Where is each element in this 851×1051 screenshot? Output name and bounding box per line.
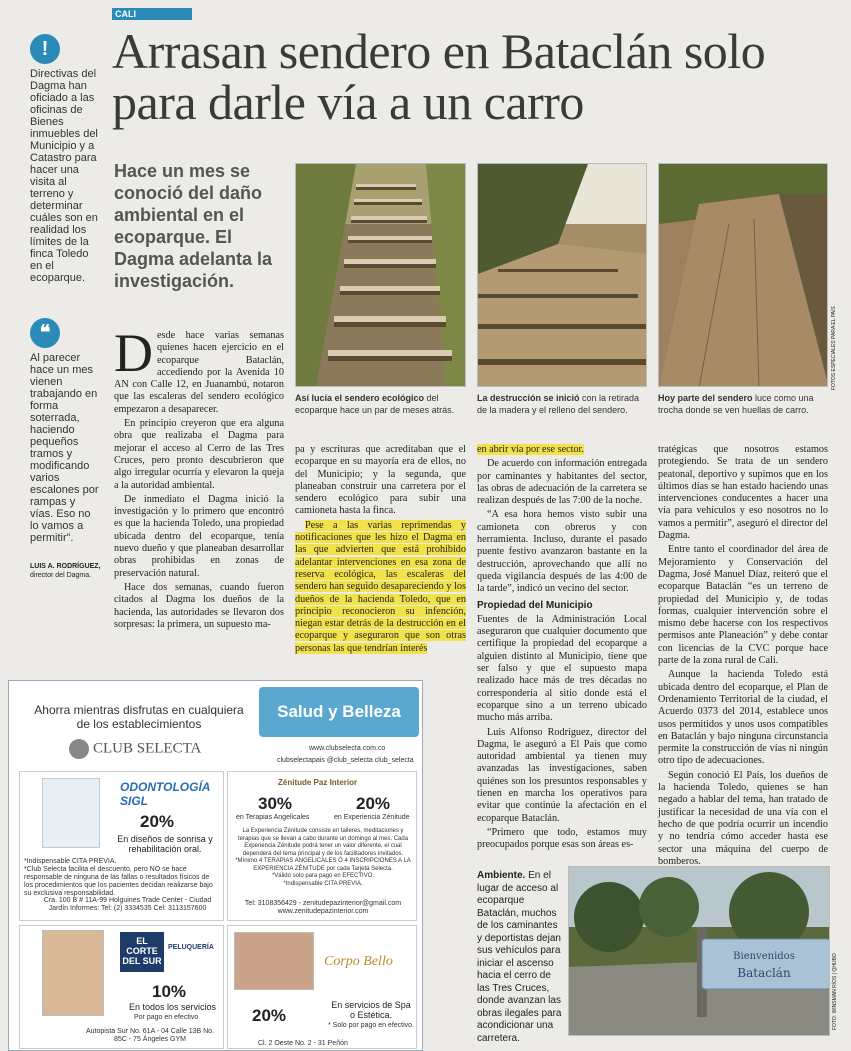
sigl-logo: ODONTOLOGÍA SIGL bbox=[120, 780, 210, 808]
offer-1-address: Cra. 100 B # 11A-99 Holguines Trade Center - Ciudad Jardín Informes: Tel: (2) 3334535 Cel: 3113157600 bbox=[43, 897, 212, 912]
article-column-2: pa y escrituras que acreditaban que el ecoparque en su mayoría era de ellos, no del Municipio; y la segunda, que planeaban construir una carretera por el sendero ecológico para subir una camioneta hasta la finca. Pese a las varias reprimendas y notificaciones que les hizo el Dagma en las que advierten que está prohibido adelantar intervenciones en esa zona de reserva ecológica, las escaleras del sendero han seguido desapareciendo y los dueños de la hacienda Toledo, que en principio reconocieron su infención, niegan estar detrás de la destrucción en el ecoparque y aseguraron que son otras personas las que tendrían interés bbox=[295, 444, 466, 654]
offer-3-note: Por pago en efectivo bbox=[134, 1014, 199, 1021]
offer-1-desc: En diseños de sonrisa y rehabilitación oral. bbox=[117, 834, 213, 854]
quote-icon: ❝ bbox=[30, 318, 60, 348]
ambiente-caption: Ambiente. En el lugar de acceso al ecoparque Bataclán, muchos de los caminantes y deportistas dejan sus vehículos para iniciar el ascenso hacia el cerro de las Tres Cruces, donde avanzan las obras ilegales para acondicionar una carretera. bbox=[477, 870, 562, 1044]
club-selecta-ad bbox=[8, 680, 423, 1051]
entrance-photo-credit: FOTO: WINSMAN RÍOS | QHUBO bbox=[832, 953, 838, 1030]
offer-2-desc-2: en Experiencia Zénitude bbox=[334, 814, 410, 821]
ad-intro: Ahorra mientras disfrutas en cualquiera de los establecimientos bbox=[34, 703, 244, 731]
drop-cap: D bbox=[114, 323, 153, 383]
offer-2-desc-1: en Terapias Angelicales bbox=[236, 814, 310, 821]
subheadline: Hace un mes se conoció del daño ambiental en el ecoparque. El Dagma adelanta la investigación. bbox=[114, 161, 273, 291]
offer-3-address: Autopista Sur No. 61A - 04 Calle 13B No. 85C - 75 Ángeles GYM bbox=[85, 1028, 215, 1043]
offer-1-percent: 20% bbox=[140, 812, 175, 831]
spa-photo bbox=[234, 932, 314, 990]
photo-entrance bbox=[568, 866, 830, 1036]
club-logo-icon bbox=[69, 739, 89, 759]
sign-text-2: Bataclán bbox=[737, 966, 791, 980]
offer-2-percent-1: 30% bbox=[258, 794, 293, 813]
offer-1-fine-print: *Indispensable CITA PREVIA. *Club Selecta facilita el descuento, pero NO se hace responsable de ninguna de las fallas o resultados físicos de los procedimientos que los pacientes decidan realizarse bajo su exclusiva responsabilidad. bbox=[24, 858, 213, 897]
alert-icon: ! bbox=[30, 34, 60, 64]
headline: Arrasan sendero en Bataclán solo para darle vía a un carro bbox=[112, 23, 766, 130]
photo-credit: FOTOS ESPECIALES PARA EL PAÍS bbox=[831, 306, 837, 390]
offer-4-desc: En servicios de Spa o Estética. bbox=[331, 1000, 411, 1020]
offer-zenitude bbox=[227, 771, 417, 921]
quote-author-role: director del Dagma. bbox=[30, 572, 92, 579]
caption-3: Hoy parte del sendero luce como una trocha donde se ven huellas de carro. bbox=[658, 393, 814, 415]
ad-social: clubselectapais @club_selecta club_selecta bbox=[277, 757, 414, 764]
article-column-3: en abrir vía por ese sector. De acuerdo con información entregada por caminantes y habitantes del sector, las obras de adecuación de la carretera se realizan después de las 7:00 de la noche. “A esa hora hemos visto subir una camioneta con obreros y con herramienta. Incluso, durante el pasado puente festivo avanzaron bastante en la destrucción, aprovechando que allí no queda vigilancia después de las 4:00 de la tarde”, indicó un vecino del sector. Propiedad del Municipio Fuentes de la Administración Local aseguraron que cualquier documento que certifique la propiedad del ecoparque a alguien distinto al Municipio, tiene que ser falso y que el supuesto mapa realizado hace más de tres décadas no correspondería al sitio donde está el ecoparque sino a un terreno ubicado mucho más arriba. Luis Alfonso Rodríguez, director del Dagma, le aseguró a El País que como autoridad ambiental ya tienen muy avanzadas las investigaciones, saben quiénes son los presuntos responsables y tienen en marcha los operativos para evitar que continúe la afectación en el ecoparque Bataclán. “Primero que todo, estamos muy preocupados porque esas son áreas es- bbox=[477, 444, 647, 851]
offer-4-address: Cl. 2 Oeste No. 2 - 31 Peñón bbox=[258, 1040, 348, 1047]
ad-banner: Salud y Belleza bbox=[259, 687, 419, 737]
section-tag: CALI bbox=[112, 8, 192, 20]
offer-4-percent: 20% bbox=[252, 1006, 287, 1025]
photo-stairs-before bbox=[295, 163, 466, 387]
offer-4-note: * Solo por pago en efectivo. bbox=[328, 1022, 415, 1029]
caption-2: La destrucción se inició con la retirada de la madera y el relleno del sendero. bbox=[477, 393, 640, 415]
quote-author: LUIS A. RODRÍGUEZ, bbox=[30, 563, 101, 570]
model-photo bbox=[42, 930, 104, 1016]
ad-url[interactable]: www.clubselecta.com.co bbox=[309, 745, 386, 752]
article-column-1: Desde hace varias semanas quienes hacen ejercicio en el ecoparque Bataclán, accediendo por la Avenida 10 AN con Calle 12, en Juanambú, notaron que las escaleras del sendero ecológico empezaron a desaparecer. En principio creyeron que era alguna obra que realizaba el Dagma para mejorar el acceso al Cerro de las Tres Cruces, pero pronto descubrieron que algo irregular ocurría y elevaron la queja a la autoridad ambiental. De inmediato el Dagma inició la investigación y lo primero que encontró es que la hacienda Toledo, una propiedad ubicada dentro del ecoparque, tenía nuevo dueño y que planeaban desarrollar obras prohibidas en zonas de preservación natural. Hace dos semanas, cuando fueron citados al Dagma los dueños de la hacienda, las autoridades se llevaron dos sorpresas: la primera, un supuesto ma- bbox=[114, 323, 284, 630]
sidebar-note: Directivas del Dagma han oficiado a las oficinas de Bienes inmuebles del Municipio y a Catastro para hacer una visita al terreno y determinar cuáles son en realidad los límites de la finca Toledo en el ecoparque. bbox=[30, 68, 98, 284]
club-selecta-logo: CLUB SELECTA bbox=[69, 739, 201, 759]
article-column-4: tratégicas que nosotros estamos protegiendo. Se trata de un sendero peatonal, deportivo y supimos que en los últimos días se han estado haciendo unas intervenciones conducentes a hacer una vía para vehículos y eso nosotros no lo vamos a permitir”, aseguró el director del Dagma. Entre tanto el coordinador del área de Mejoramiento y Conservación del Dagma, José Manuel Díaz, reiteró que el ecoparque Bataclán “es un terreno de propiedad del Municipio y, de todas formas, cualquier intervención sobre el mismo debe hacerse con los respectivos permisos ante Planeación” y debe contar con licencias de la CVC porque hace parte de la zona rural de Cali. Aunque la hacienda Toledo está ubicada dentro del ecoparque, el Plan de Ordenamiento Territorial de la ciudad, el Acuerdo 0373 del 2014, establece unos usos permitidos y unos usos compatibles en Bataclán y bajo ninguna circunstancia permite la construcción de vías ni ningún otro tipo de adecuaciones. Según conoció El País, los dueños de la hacienda Toledo, quienes se han negado a hablar del tema, han tratado de justificar la necesidad de una vía con el hecho de que podría ocurrir un incendio y no tendría cómo acceder hasta ese sector una máquina del cuerpo de bomberos. bbox=[658, 444, 828, 867]
offer-3-percent: 10% bbox=[152, 982, 187, 1001]
dentist-photo bbox=[42, 778, 100, 848]
offer-3-desc: En todos los servicios bbox=[128, 1002, 217, 1012]
zenitude-logo: Zénitude Paz Interior bbox=[278, 778, 358, 787]
offer-corte-del-sur bbox=[19, 925, 224, 1049]
offer-2-percent-2: 20% bbox=[356, 794, 391, 813]
caption-1: Así lucía el sendero ecológico del ecoparque hace un par de meses atrás. bbox=[295, 393, 455, 415]
peluqueria-label: PELUQUERÍA bbox=[168, 944, 214, 951]
photo-road-now bbox=[658, 163, 828, 387]
sidebar-quote: Al parecer hace un mes vienen trabajando en forma soterrada, haciendo pequeños tramos y modificando varios escalones por rampas y vías. Eso no lo vamos a permitir”. bbox=[30, 352, 99, 544]
corpo-bello-logo: Corpo Bello bbox=[324, 954, 393, 969]
corte-del-sur-logo: EL CORTE DEL SUR bbox=[120, 932, 164, 972]
offer-corpo-bello bbox=[227, 925, 417, 1049]
offer-odontologia bbox=[19, 771, 224, 921]
offer-2-fine-print: La Experiencia Zénitude consiste en talleres, meditaciones y terapias que se llevan a cabo durante un domingo al mes. Cada Experiencia Zénitude podrá tener un valor diferente, el cual dependerá del tema principal y de los facilitadores invitados. *Mínimo 4 TERAPIAS ANGELICALES Ó 4 INSCRIPCIONES A LA EXPERIENCIA ZÉNITUDE por cada Tarjeta Selecta. *Válido solo para pago en EFECTIVO. *Indispensable CITA PREVIA. bbox=[235, 828, 411, 887]
photo-destruction bbox=[477, 163, 647, 387]
sign-text-1: Bienvenidos bbox=[733, 951, 795, 962]
offer-2-address[interactable]: Tel: 3108356429 - zenitudepazinterior@gmail.com www.zenitudepazinterior.com bbox=[244, 900, 402, 915]
